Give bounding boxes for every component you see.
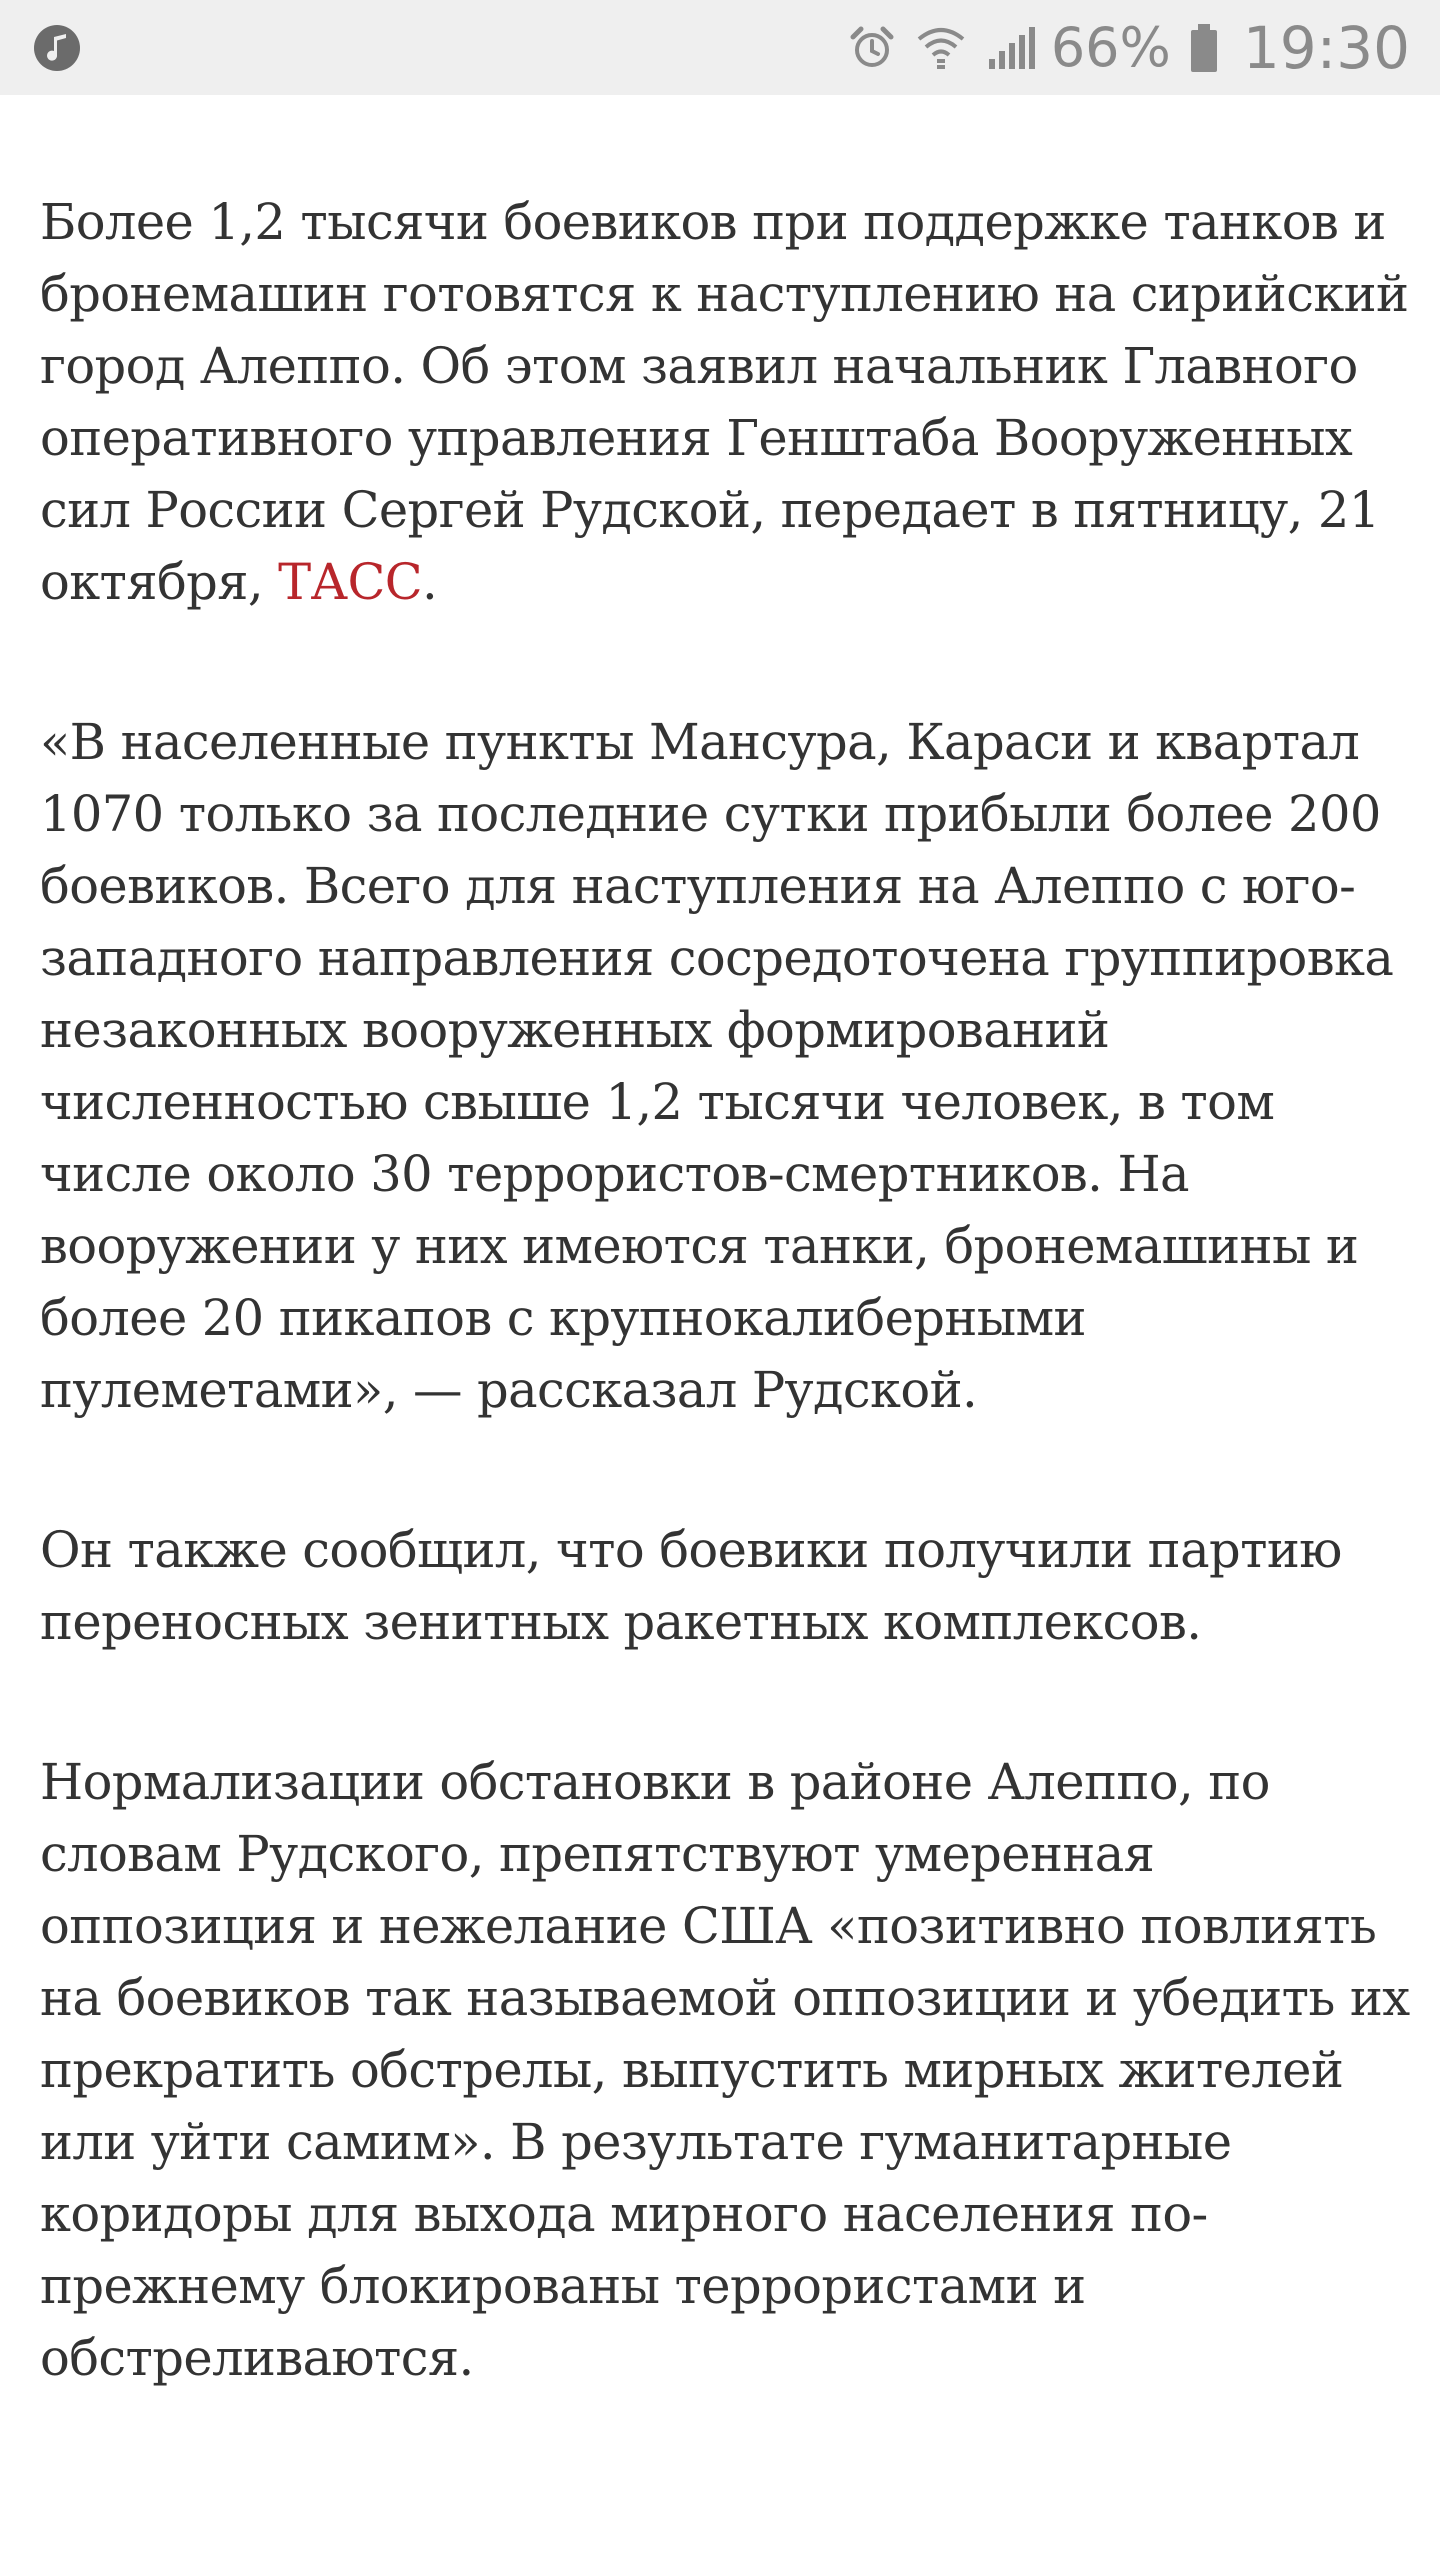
battery-icon xyxy=(1189,22,1219,74)
paragraph-3: Он также сообщил, что боевики получили партию переносных зенитных ракетных комплексов. xyxy=(40,1521,1342,1651)
paragraph-4: Нормализации обстановки в районе Алеппо, по словам Рудского, препятствуют умеренная оппозиция и нежелание США «позитивно повлиять на боевиков так называемой оппозиции и убедить их прекратить обстрелы, выпустить мирных жителей или уйти самим». В результате гуманитарные коридоры для выхода мирного населения по-прежнему блокированы террористами и обстреливаются. xyxy=(40,1753,1410,2387)
music-note-icon xyxy=(34,25,80,71)
article-body xyxy=(40,186,1420,2482)
source-link-tass[interactable]: ТАСС xyxy=(278,553,422,611)
wifi-icon xyxy=(915,23,967,73)
status-bar xyxy=(0,0,1440,95)
paragraph-text-end: . xyxy=(422,553,438,611)
paragraph-text: Более 1,2 тысячи боевиков при поддержке танков и бронемашин готовятся к наступлению на сирийский город Алеппо. Об этом заявил начальник Главного оперативного управления Генштаба Вооруженных сил России Сергей Рудской, передает в пятницу, 21 октября, xyxy=(40,193,1409,611)
clock: 19:30 xyxy=(1242,13,1410,82)
battery-percent: 66% xyxy=(1050,16,1171,79)
alarm-clock-icon xyxy=(847,23,897,73)
status-icons xyxy=(847,14,1410,82)
paragraph-2: «В населенные пункты Мансура, Караси и квартал 1070 только за последние сутки прибыли более 200 боевиков. Всего для наступления на Алеппо с юго-западного направления сосредоточена группировка незаконных вооруженных формирований численностью свыше 1,2 тысячи человек, в том числе около 30 террористов-смертников. На вооружении у них имеются танки, бронемашины и более 20 пикапов с крупнокалиберными пулеметами», — рассказал Рудской. xyxy=(40,713,1394,1419)
paragraph-1 xyxy=(40,186,1420,618)
cellular-signal-icon xyxy=(985,23,1037,73)
